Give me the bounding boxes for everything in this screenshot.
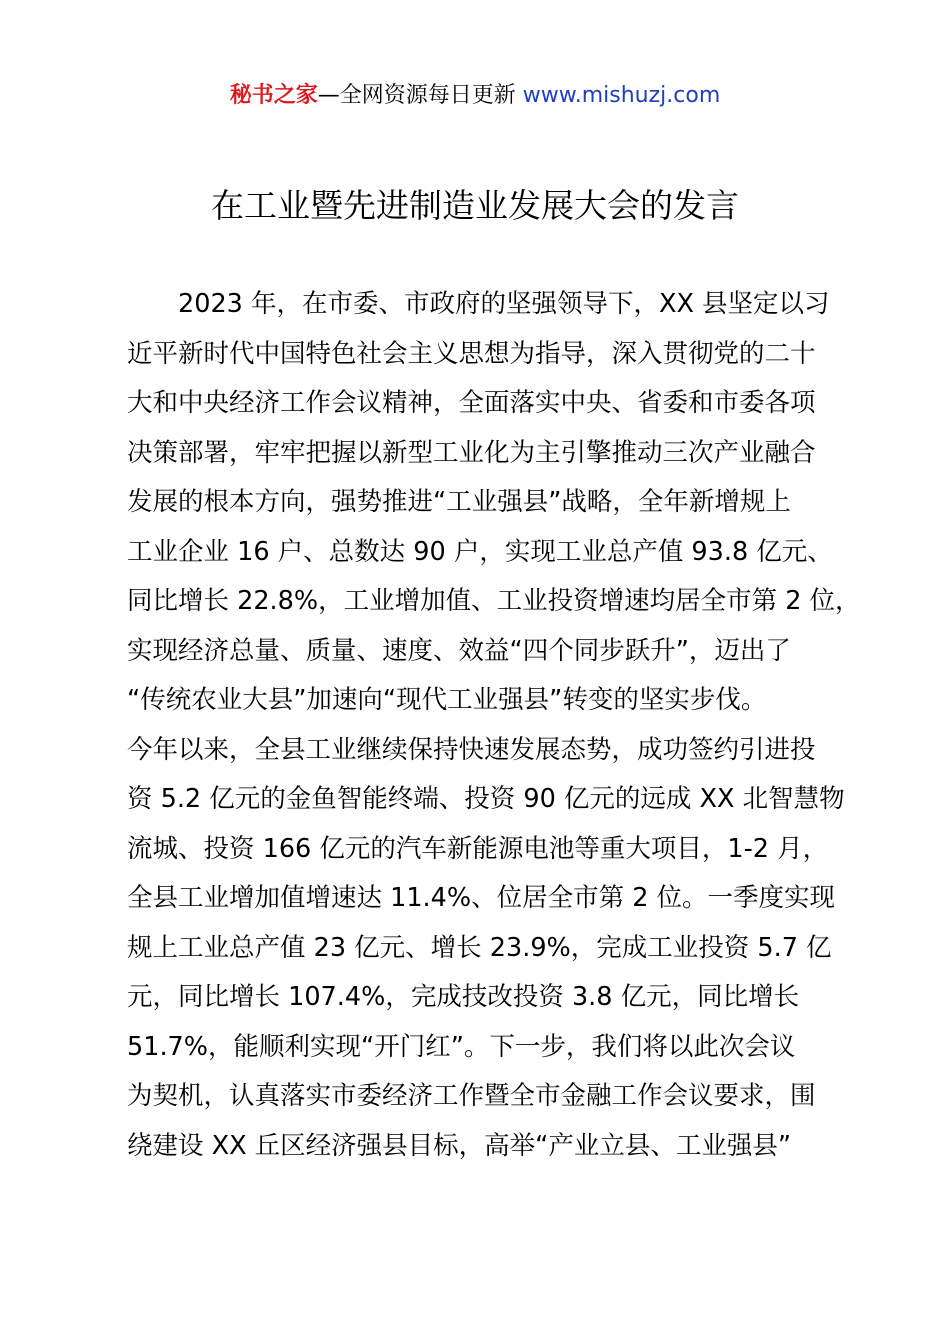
body-line: 绕建设 XX 丘区经济强县目标，高举“产业立县、工业强县” [127, 1130, 792, 1161]
body-line: 资 5.2 亿元的金鱼智能终端、投资 90 亿元的远成 XX 北智慧物 [127, 784, 845, 814]
body-line: 元，同比增长 107.4%，完成技改投资 3.8 亿元，同比增长 [127, 982, 800, 1012]
body-line: “传统农业大县”加速向“现代工业强县”转变的坚实步伐。 [127, 685, 767, 715]
site-brand: 秘书之家 [229, 83, 318, 108]
document-title: 在工业暨先进制造业发展大会的发言 [211, 186, 739, 225]
body-line: 近平新时代中国特色社会主义思想为指导，深入贯彻党的二十 [127, 338, 816, 369]
body-line: 大和中央经济工作会议精神，全面落实中央、省委和市委各项 [127, 388, 816, 418]
body-line: 为契机，认真落实市委经济工作暨全市金融工作会议要求，围 [127, 1081, 816, 1111]
body-line: 2023 年，在市委、市政府的坚强领导下，XX 县坚定以习 [178, 289, 830, 319]
body-line: 实现经济总量、质量、速度、效益“四个同步跃升”，迈出了 [127, 635, 791, 666]
body-line: 51.7%，能顺利实现“开门红”。下一步，我们将以此次会议 [127, 1031, 796, 1062]
body-line: 同比增长 22.8%，工业增加值、工业投资增速均居全市第 2 位， [127, 586, 861, 616]
body-line: 规上工业总产值 23 亿元、增长 23.9%，完成工业投资 5.7 亿 [127, 932, 832, 963]
body-line: 今年以来，全县工业继续保持快速发展态势，成功签约引进投 [127, 734, 816, 765]
body-line: 工业企业 16 户、总数达 90 户，实现工业总产值 93.8 亿元、 [127, 536, 833, 567]
body-line: 决策部署，牢牢把握以新型工业化为主引擎推动三次产业融合 [127, 437, 816, 468]
body-line: 流城、投资 166 亿元的汽车新能源电池等重大项目，1-2 月， [127, 833, 829, 864]
body-line: 全县工业增加值增速达 11.4%、位居全市第 2 位。一季度实现 [127, 883, 836, 913]
document-body [127, 280, 861, 1171]
site-slogan: —全网资源每日更新 [317, 83, 523, 108]
site-url-link[interactable]: www.mishuzj.com [522, 83, 721, 108]
body-line: 发展的根本方向，强势推进“工业强县”战略，全年新增规上 [127, 487, 791, 517]
site-header [0, 78, 950, 114]
